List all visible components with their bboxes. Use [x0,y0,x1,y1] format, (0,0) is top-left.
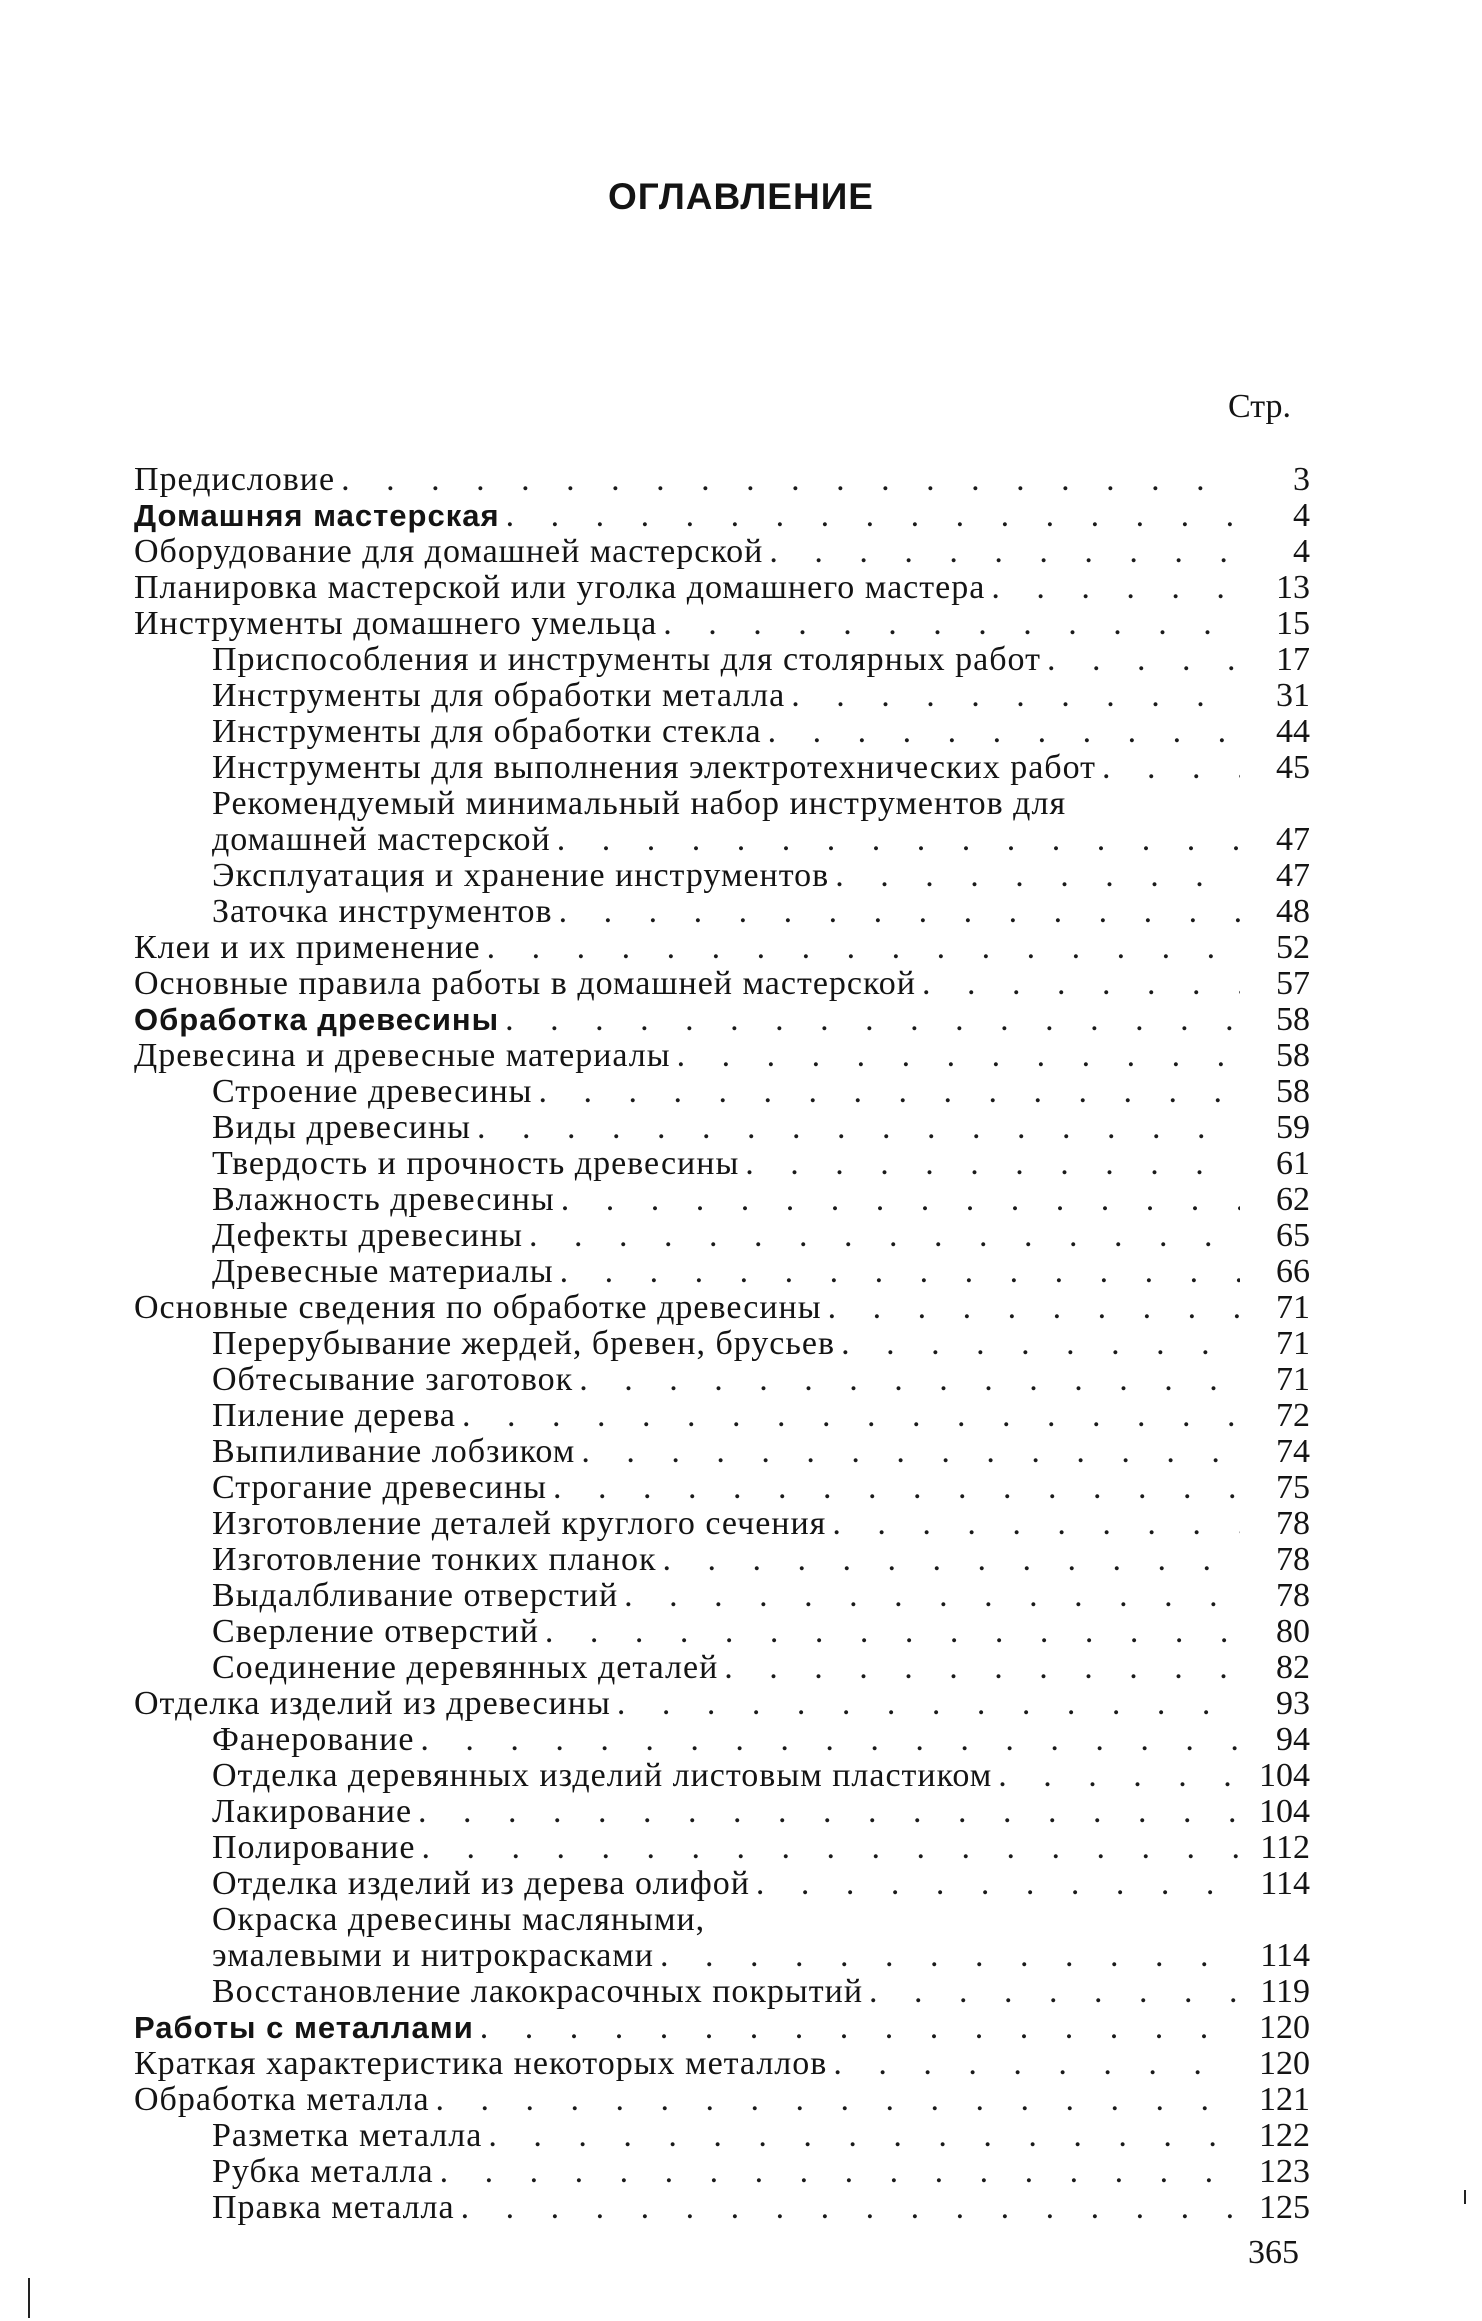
toc-entry-page: 78 [1276,1505,1310,1542]
leader-dots [581,1434,1240,1470]
toc-entry[interactable] [134,1110,1310,1146]
toc-entry[interactable] [134,750,1310,786]
toc-entry-label: Обработка древесины [134,1002,500,1037]
toc-entry[interactable] [134,1974,1310,2010]
toc-entry-page: 120 [1259,2045,1310,2082]
leader-dots [553,1470,1240,1506]
toc-entry-label: Рубка металла [212,2153,434,2190]
toc-entry-label: Выпиливание лобзиком [212,1433,576,1470]
toc-entry-page: 3 [1293,461,1310,498]
toc-entry[interactable] [134,1722,1310,1758]
toc-entry-page: 47 [1276,821,1310,858]
leader-dots [420,1722,1240,1758]
toc-entry-page: 72 [1276,1397,1310,1434]
toc-entry-label: Фанерование [212,1721,415,1758]
leader-dots [545,1614,1240,1650]
toc-entry[interactable] [134,642,1310,678]
toc-entry-label: Основные правила работы в домашней мастерской [134,965,916,1002]
toc-entry[interactable] [134,1002,1310,1038]
toc-entry-page: 123 [1259,2153,1310,2190]
leader-dots [561,1182,1240,1218]
toc-entry[interactable] [134,2046,1310,2082]
toc-entry-label: Дефекты древесины [212,1217,524,1254]
toc-entry[interactable] [134,714,1310,750]
toc-entry-page: 66 [1276,1253,1310,1290]
toc-entry-label: Древесные материалы [212,1253,554,1290]
toc-entry-label: Инструменты для выполнения электротехнических работ [212,749,1097,786]
leader-dots [436,2082,1240,2118]
leader-dots [841,1326,1240,1362]
toc-entry-label: Правка металла [212,2189,455,2226]
toc-entry-page: 45 [1276,749,1310,786]
toc-entry[interactable] [134,822,1310,858]
toc-entry[interactable] [134,930,1310,966]
toc-entry-page: 93 [1276,1685,1310,1722]
leader-dots [421,1830,1240,1866]
leader-dots [579,1362,1240,1398]
toc-entry-page: 58 [1276,1073,1310,1110]
toc-entry[interactable] [134,1650,1310,1686]
toc-entry-page: 44 [1276,713,1310,750]
leader-dots [791,678,1240,714]
toc-entry-page: 57 [1276,965,1310,1002]
toc-entry-page: 48 [1276,893,1310,930]
toc-entry-label: Домашняя мастерская [134,498,500,533]
toc-entry[interactable] [134,1794,1310,1830]
leader-dots [833,2046,1240,2082]
leader-dots [557,822,1240,858]
toc-entry-label: Планировка мастерской или уголка домашнего мастера [134,569,986,606]
page-column-header: Стр. [1228,388,1292,425]
toc-entry-label: Соединение деревянных деталей [212,1649,719,1686]
toc-entry-page: 114 [1260,1937,1310,1974]
toc-entry-label: Предисловие [134,461,336,498]
leader-dots [341,462,1240,498]
leader-dots [506,498,1240,534]
toc-entry-page: 61 [1276,1145,1310,1182]
leader-dots [1047,642,1240,678]
toc-entry[interactable] [134,1218,1310,1254]
toc-entry-page: 13 [1276,569,1310,606]
toc-entry-page: 71 [1276,1325,1310,1362]
toc-entry[interactable] [134,2154,1310,2190]
toc-entry[interactable] [134,1038,1310,1074]
toc-entry-label: Виды древесины [212,1109,472,1146]
toc-entry[interactable] [134,1434,1310,1470]
toc-entry[interactable] [134,534,1310,570]
toc-entry[interactable] [134,786,1310,822]
toc-entry-label: Отделка изделий из дерева олифой [212,1865,750,1902]
toc-entry-label: Обтесывание заготовок [212,1361,574,1398]
toc-entry-page: 80 [1276,1613,1310,1650]
toc-entry-label: Работы с металлами [134,2010,474,2045]
toc-entry[interactable] [134,1614,1310,1650]
leader-dots [828,1290,1240,1326]
leader-dots [662,1542,1240,1578]
leader-dots [922,966,1240,1002]
toc-entry-label: Оборудование для домашней мастерской [134,533,764,570]
leader-dots [769,534,1240,570]
toc-entry[interactable] [134,1398,1310,1434]
toc-entry-label: домашней мастерской [212,821,551,858]
leader-dots [663,606,1240,642]
toc-entry[interactable] [134,894,1310,930]
toc-entry-page: 65 [1276,1217,1310,1254]
leader-dots [560,1254,1240,1290]
leader-dots [756,1866,1240,1902]
toc-entry[interactable] [134,1254,1310,1290]
toc-entry-label: Отделка изделий из древесины [134,1685,611,1722]
leader-dots [869,1974,1240,2010]
toc-entry-label: эмалевыми и нитрокрасками [212,1937,654,1974]
toc-entry-page: 47 [1276,857,1310,894]
leader-dots [745,1146,1240,1182]
leader-dots [768,714,1240,750]
page-title: ОГЛАВЛЕНИЕ [608,176,874,217]
toc-entry-label: Приспособления и инструменты для столярных работ [212,641,1041,678]
table-of-contents [134,462,1310,2226]
leader-dots [505,1002,1240,1038]
toc-entry[interactable] [134,2010,1310,2046]
toc-entry-label: Клеи и их применение [134,929,481,966]
toc-entry[interactable] [134,606,1310,642]
leader-dots [998,1758,1240,1794]
leader-dots [477,1110,1240,1146]
toc-entry-page: 104 [1259,1793,1310,1830]
toc-entry-page: 82 [1276,1649,1310,1686]
toc-entry[interactable] [134,2118,1310,2154]
margin-mark [1464,2190,1466,2204]
toc-entry-page: 104 [1259,1757,1310,1794]
toc-entry-page: 112 [1260,1829,1310,1866]
toc-entry-page: 78 [1276,1541,1310,1578]
toc-entry[interactable] [134,1902,1310,1938]
toc-entry-page: 94 [1276,1721,1310,1758]
toc-entry-page: 4 [1293,533,1310,570]
toc-entry[interactable] [134,966,1310,1002]
toc-entry-label: Полирование [212,1829,416,1866]
toc-entry-label: Инструменты для обработки металла [212,677,786,714]
toc-entry-label: Влажность древесины [212,1181,555,1218]
leader-dots [488,2118,1240,2154]
leader-dots [480,2010,1240,2046]
leader-dots [677,1038,1240,1074]
toc-entry[interactable] [134,1290,1310,1326]
leader-dots [991,570,1240,606]
toc-entry-label: Восстановление лакокрасочных покрытий [212,1973,864,2010]
toc-entry-label: Твердость и прочность древесины [212,1145,740,1182]
toc-entry-page: 17 [1276,641,1310,678]
page-number: 365 [1248,2234,1299,2271]
toc-entry[interactable] [134,1182,1310,1218]
toc-entry[interactable] [134,1830,1310,1866]
toc-entry[interactable] [134,1362,1310,1398]
leader-dots [440,2154,1240,2190]
margin-mark [28,2278,30,2318]
toc-entry-page: 4 [1293,497,1310,534]
toc-entry[interactable] [134,570,1310,606]
toc-entry-page: 58 [1276,1001,1310,1038]
toc-entry[interactable] [134,1938,1310,1974]
toc-entry-page: 52 [1276,929,1310,966]
toc-entry-page: 121 [1259,2081,1310,2118]
leader-dots [832,1506,1240,1542]
leader-dots [724,1650,1240,1686]
leader-dots [835,858,1240,894]
toc-entry[interactable] [134,1542,1310,1578]
toc-entry[interactable] [134,1074,1310,1110]
toc-entry[interactable] [134,1506,1310,1542]
toc-entry[interactable] [134,1470,1310,1506]
toc-entry-page: 62 [1276,1181,1310,1218]
toc-entry-page: 59 [1276,1109,1310,1146]
toc-entry-page: 114 [1260,1865,1310,1902]
toc-entry-label: Строение древесины [212,1073,533,1110]
leader-dots [660,1938,1240,1974]
toc-entry[interactable] [134,858,1310,894]
toc-entry[interactable] [134,1326,1310,1362]
toc-entry[interactable] [134,2190,1310,2226]
toc-entry-label: Рекомендуемый минимальный набор инструментов для [212,785,1067,822]
leader-dots [624,1578,1240,1614]
toc-entry-page: 125 [1259,2189,1310,2226]
leader-dots [418,1794,1240,1830]
toc-entry-label: Изготовление тонких планок [212,1541,657,1578]
toc-entry-label: Лакирование [212,1793,413,1830]
toc-entry[interactable] [134,1866,1310,1902]
toc-entry-label: Древесина и древесные материалы [134,1037,671,1074]
toc-entry-page: 74 [1276,1433,1310,1470]
toc-entry[interactable] [134,1758,1310,1794]
toc-entry[interactable] [134,2082,1310,2118]
leader-dots [529,1218,1240,1254]
toc-entry[interactable] [134,1686,1310,1722]
toc-entry-label: Сверление отверстий [212,1613,539,1650]
toc-entry-page: 120 [1259,2009,1310,2046]
toc-entry-page: 122 [1259,2117,1310,2154]
toc-entry-label: Перерубывание жердей, бревен, брусьев [212,1325,836,1362]
toc-entry-label: Изготовление деталей круглого сечения [212,1505,827,1542]
leader-dots [617,1686,1240,1722]
toc-entry[interactable] [134,498,1310,534]
toc-entry-label: Отделка деревянных изделий листовым пластиком [212,1757,993,1794]
toc-entry[interactable] [134,678,1310,714]
toc-entry-page: 31 [1276,677,1310,714]
toc-entry-page: 71 [1276,1361,1310,1398]
leader-dots [487,930,1240,966]
leader-dots [559,894,1240,930]
toc-entry[interactable] [134,1578,1310,1614]
leader-dots [462,1398,1240,1434]
leader-dots [461,2190,1240,2226]
leader-dots [539,1074,1241,1110]
toc-entry-page: 75 [1276,1469,1310,1506]
toc-entry-page: 78 [1276,1577,1310,1614]
toc-entry-label: Разметка металла [212,2117,483,2154]
toc-entry-label: Краткая характеристика некоторых металлов [134,2045,828,2082]
toc-entry-label: Выдалбливание отверстий [212,1577,619,1614]
toc-entry-page: 58 [1276,1037,1310,1074]
toc-entry-label: Пиление дерева [212,1397,456,1434]
toc-entry-label: Окраска древесины масляными, [212,1901,706,1938]
toc-entry-label: Основные сведения по обработке древесины [134,1289,822,1326]
toc-entry[interactable] [134,1146,1310,1182]
leader-dots [1102,750,1240,786]
toc-entry-label: Строгание древесины [212,1469,548,1506]
toc-entry-label: Эксплуатация и хранение инструментов [212,857,830,894]
toc-entry-label: Инструменты домашнего умельца [134,605,658,642]
toc-entry-label: Инструменты для обработки стекла [212,713,762,750]
toc-entry-label: Заточка инструментов [212,893,553,930]
toc-entry[interactable] [134,462,1310,498]
toc-entry-page: 119 [1260,1973,1310,2010]
toc-entry-label: Обработка металла [134,2081,430,2118]
toc-entry-page: 15 [1276,605,1310,642]
toc-entry-page: 71 [1276,1289,1310,1326]
